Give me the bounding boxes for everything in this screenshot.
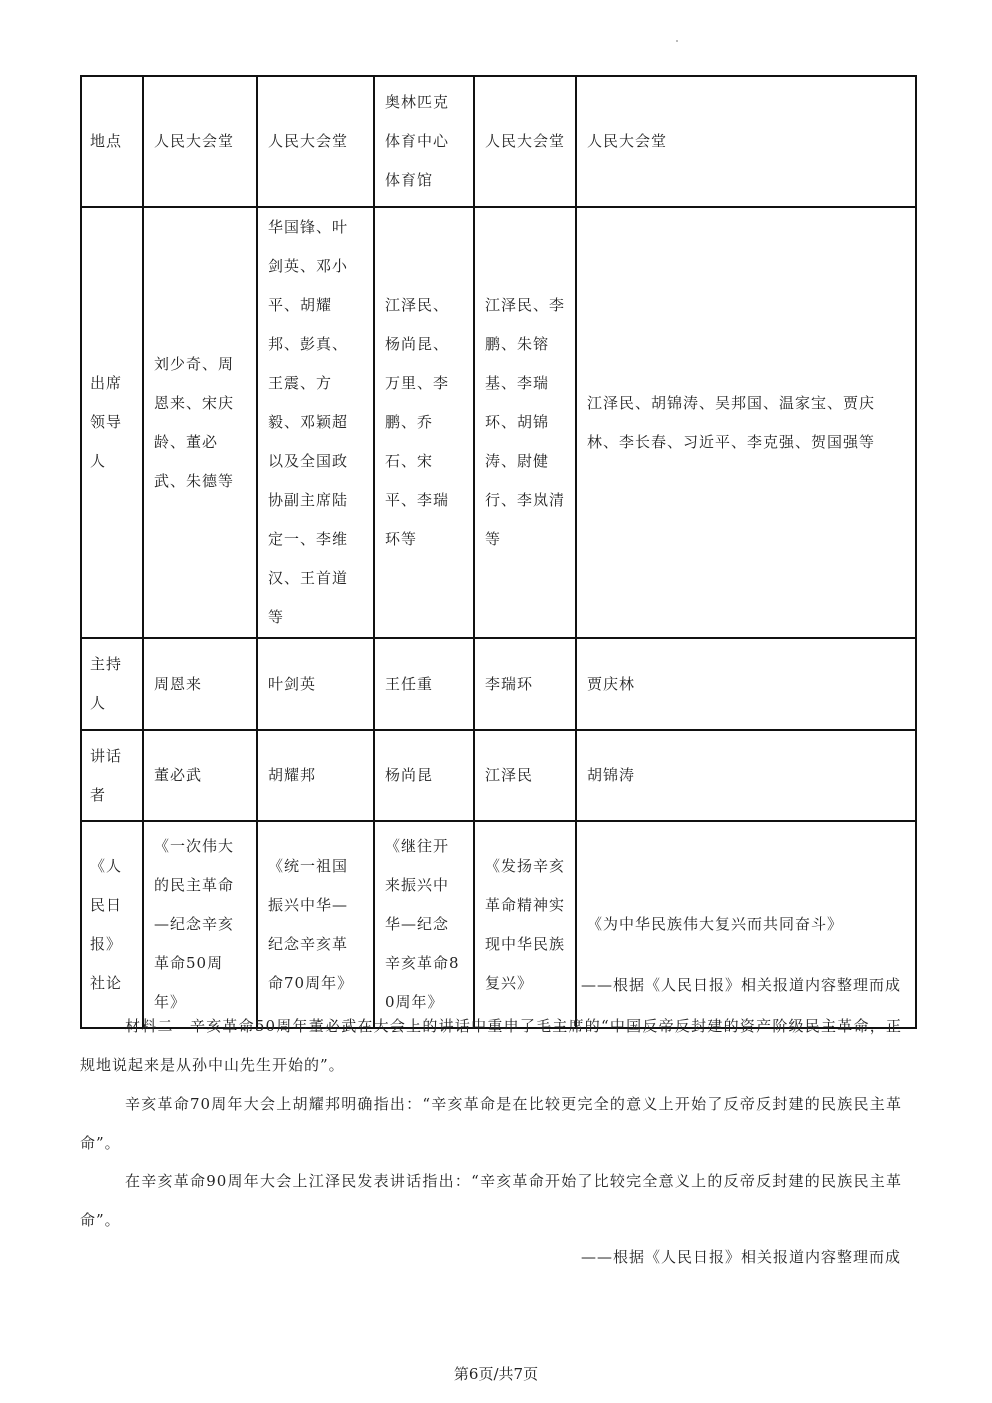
material-paragraph: 材料二 辛亥革命50周年董必武在大会上的讲话中重申了毛主席的“中国反帝反封建的资产阶级民主革命，正规地说起来是从孙中山先生开始的”。	[80, 1017, 902, 1074]
table-cell: 《发扬辛亥革命精神实现中华民族复兴》	[474, 821, 576, 1028]
table-row	[81, 821, 916, 1028]
table-cell: 《一次伟大的民主革命—纪念辛亥革命50周年》	[143, 821, 257, 1028]
row-header: 《人民日报》社论	[81, 821, 143, 1028]
table-cell: 江泽民、李鹏、朱镕基、李瑞环、胡锦涛、尉健行、李岚清等	[474, 207, 576, 638]
anniversary-table	[80, 75, 917, 1029]
table-cell: 人民大会堂	[474, 76, 576, 207]
table-cell: 人民大会堂	[143, 76, 257, 207]
table-cell: 董必武	[143, 730, 257, 821]
material-paragraph: 辛亥革命70周年大会上胡耀邦明确指出：“辛亥革命是在比较更完全的意义上开始了反帝反封建的民族民主革命”。	[80, 1095, 902, 1152]
table-cell: 胡锦涛	[576, 730, 916, 821]
table-cell: 《为中华民族伟大复兴而共同奋斗》	[576, 821, 916, 1028]
table-cell: 贾庆林	[576, 638, 916, 730]
table-cell: 人民大会堂	[257, 76, 374, 207]
page-number: 第6页/共7页	[453, 1365, 539, 1383]
row-header: 地点	[81, 76, 143, 207]
table-cell: 王任重	[374, 638, 474, 730]
table-row	[81, 76, 916, 207]
source-citation: ——根据《人民日报》相关报道内容整理而成	[580, 1248, 901, 1266]
table-cell: 李瑞环	[474, 638, 576, 730]
table-cell: 胡耀邦	[257, 730, 374, 821]
table-cell: 江泽民、胡锦涛、吴邦国、温家宝、贾庆林、李长春、习近平、李克强、贺国强等	[576, 207, 916, 638]
table-cell: 《统一祖国振兴中华—纪念辛亥革命70周年》	[257, 821, 374, 1028]
table-cell: 华国锋、叶剑英、邓小平、胡耀邦、彭真、王震、方毅、邓颖超以及全国政协副主席陆定一、李维汉、王首道等	[257, 207, 374, 638]
table-cell: 人民大会堂	[576, 76, 916, 207]
source-citation: ——根据《人民日报》相关报道内容整理而成	[580, 976, 901, 994]
row-header: 主持人	[81, 638, 143, 730]
row-header: 讲话者	[81, 730, 143, 821]
table-cell: 《继往开来振兴中华—纪念辛亥革命80周年》	[374, 821, 474, 1028]
table-cell: 江泽民、杨尚昆、万里、李鹏、乔石、宋平、李瑞环等	[374, 207, 474, 638]
table-cell: 杨尚昆	[374, 730, 474, 821]
table-row	[81, 638, 916, 730]
table-cell: 叶剑英	[257, 638, 374, 730]
row-header: 出席领导人	[81, 207, 143, 638]
material-paragraph: 在辛亥革命90周年大会上江泽民发表讲话指出：“辛亥革命开始了比较完全意义上的反帝反封建的民族民主革命”。	[80, 1172, 902, 1229]
table-cell: 周恩来	[143, 638, 257, 730]
page-dot	[676, 40, 678, 42]
table-row	[81, 730, 916, 821]
table-row	[81, 207, 916, 638]
table-cell: 奥林匹克体育中心体育馆	[374, 76, 474, 207]
table-cell: 刘少奇、周恩来、宋庆龄、董必武、朱德等	[143, 207, 257, 638]
table-cell: 江泽民	[474, 730, 576, 821]
